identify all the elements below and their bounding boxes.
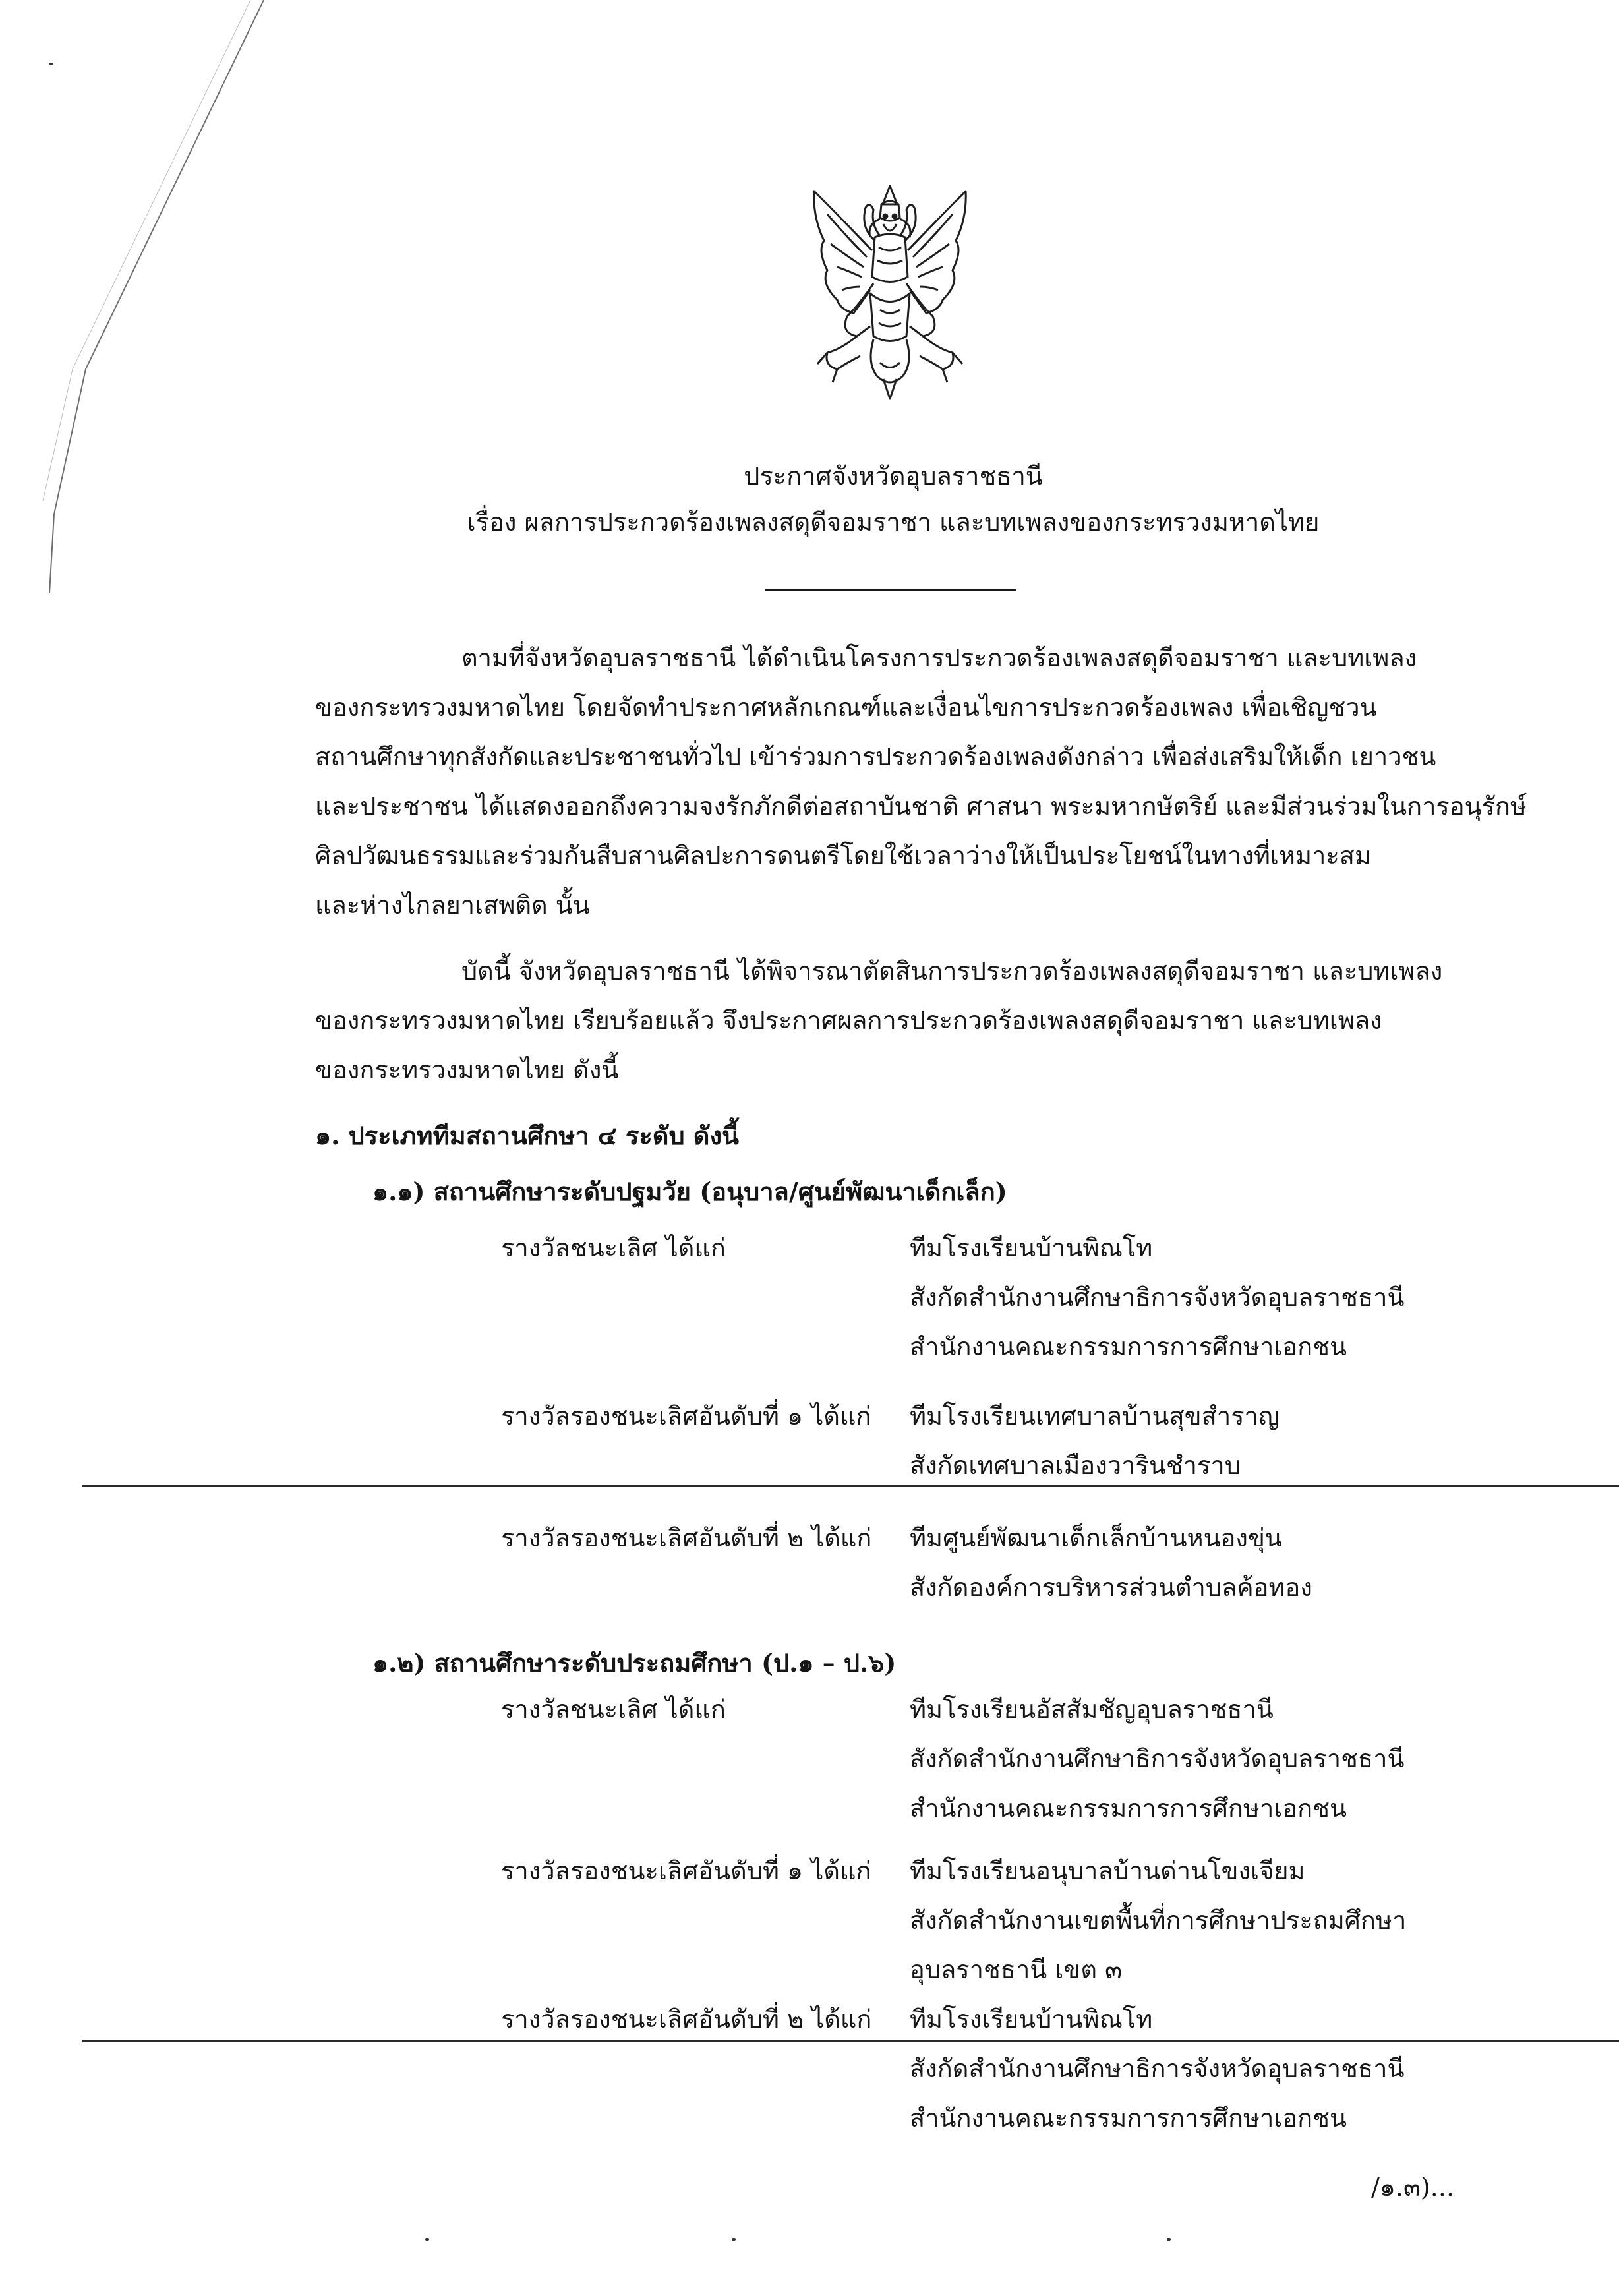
award-label: รางวัลรองชนะเลิศอันดับที่ ๑ ได้แก่ xyxy=(501,1856,871,1885)
award-winner-line: ทีมโรงเรียนเทศบาลบ้านสุขสำราญ xyxy=(910,1401,1280,1430)
subsection-heading: ๑.๑) สถานศึกษาระดับปฐมวัย (อนุบาล/ศูนย์พัฒนาเด็กเล็ก) xyxy=(372,1177,1007,1206)
scan-artifact-line xyxy=(82,1485,1619,1487)
award-winner-line: ทีมโรงเรียนบ้านพิณโท xyxy=(910,1233,1153,1262)
decision-line: บัดนี้ จังหวัดอุบลราชธานี ได้พิจารณาตัดสินการประกวดร้องเพลงสดุดีจอมราชา และบทเพลง xyxy=(461,957,1443,986)
award-winner-line: สังกัดองค์การบริหารส่วนตำบลค้อทอง xyxy=(910,1573,1312,1602)
section-heading: ๑. ประเภททีมสถานศึกษา ๔ ระดับ ดังนี้ xyxy=(315,1121,740,1150)
award-winner-line: ทีมโรงเรียนอนุบาลบ้านด่านโขงเจียม xyxy=(910,1856,1305,1885)
continuation-marker: /๑.๓)... xyxy=(1371,2173,1455,2202)
award-winner-line: สำนักงานคณะกรรมการการศึกษาเอกชน xyxy=(910,2104,1347,2133)
subsection-heading: ๑.๒) สถานศึกษาระดับประถมศึกษา (ป.๑ – ป.๖) xyxy=(372,1648,897,1678)
award-label: รางวัลรองชนะเลิศอันดับที่ ๑ ได้แก่ xyxy=(501,1401,871,1430)
award-winner-line: สำนักงานคณะกรรมการการศึกษาเอกชน xyxy=(910,1794,1347,1823)
scan-speck xyxy=(425,2238,429,2241)
award-label: รางวัลรองชนะเลิศอันดับที่ ๒ ได้แก่ xyxy=(501,1523,872,1552)
award-winner-line: ทีมโรงเรียนบ้านพิณโท xyxy=(910,2005,1153,2034)
decision-line: ของกระทรวงมหาดไทย เรียบร้อยแล้ว จึงประกาศผลการประกวดร้องเพลงสดุดีจอมราชา และบทเพลง xyxy=(315,1006,1382,1035)
announcement-subject: เรื่อง ผลการประกวดร้องเพลงสดุดีจอมราชา และบทเพลงของกระทรวงมหาดไทย xyxy=(467,508,1320,537)
intro-line: ศิลปวัฒนธรรมและร่วมกันสืบสานศิลปะการดนตรีโดยใช้เวลาว่างให้เป็นประโยชน์ในทางที่เหมาะสม xyxy=(315,841,1372,870)
award-winner-line: สังกัดสำนักงานเขตพื้นที่การศึกษาประถมศึกษา xyxy=(910,1906,1407,1935)
award-winner-line: ทีมโรงเรียนอัสสัมชัญอุบลราชธานี xyxy=(910,1695,1274,1724)
scan-fold-line xyxy=(0,0,330,593)
award-winner-line: สังกัดสำนักงานศึกษาธิการจังหวัดอุบลราชธานี xyxy=(910,2054,1405,2083)
intro-line: ตามที่จังหวัดอุบลราชธานี ได้ดำเนินโครงการประกวดร้องเพลงสดุดีจอมราชา และบทเพลง xyxy=(461,643,1417,672)
scan-speck xyxy=(732,2238,736,2241)
award-winner-line: ทีมศูนย์พัฒนาเด็กเล็กบ้านหนองขุ่น xyxy=(910,1523,1282,1552)
intro-line: ของกระทรวงมหาดไทย โดยจัดทำประกาศหลักเกณฑ์และเงื่อนไขการประกวดร้องเพลง เพื่อเชิญชวน xyxy=(315,693,1377,722)
scan-artifact-line xyxy=(82,2040,1619,2042)
announcement-title: ประกาศจังหวัดอุบลราชธานี xyxy=(744,461,1043,490)
garuda-emblem xyxy=(801,178,979,409)
decision-line: ของกระทรวงมหาดไทย ดังนี้ xyxy=(315,1055,619,1084)
title-divider xyxy=(765,589,1016,591)
scan-speck xyxy=(1167,2238,1171,2241)
award-winner-line: อุบลราชธานี เขต ๓ xyxy=(910,1955,1123,1984)
award-winner-line: สำนักงานคณะกรรมการการศึกษาเอกชน xyxy=(910,1332,1347,1361)
award-winner-line: สังกัดเทศบาลเมืองวารินชำราบ xyxy=(910,1451,1241,1480)
award-label: รางวัลชนะเลิศ ได้แก่ xyxy=(501,1695,726,1724)
intro-line: สถานศึกษาทุกสังกัดและประชาชนทั่วไป เข้าร่วมการประกวดร้องเพลงดังกล่าว เพื่อส่งเสริมให้เด็ก เยาวชน xyxy=(315,742,1436,771)
award-label: รางวัลชนะเลิศ ได้แก่ xyxy=(501,1233,726,1262)
scan-speck xyxy=(49,63,53,65)
award-winner-line: สังกัดสำนักงานศึกษาธิการจังหวัดอุบลราชธานี xyxy=(910,1744,1405,1773)
award-label: รางวัลรองชนะเลิศอันดับที่ ๒ ได้แก่ xyxy=(501,2005,872,2034)
intro-line: และห่างไกลยาเสพติด นั้น xyxy=(315,891,590,920)
intro-line: และประชาชน ได้แสดงออกถึงความจงรักภักดีต่อสถาบันชาติ ศาสนา พระมหากษัตริย์ และมีส่วนร่วมในการอนุรักษ์ xyxy=(315,792,1527,821)
award-winner-line: สังกัดสำนักงานศึกษาธิการจังหวัดอุบลราชธานี xyxy=(910,1283,1405,1312)
